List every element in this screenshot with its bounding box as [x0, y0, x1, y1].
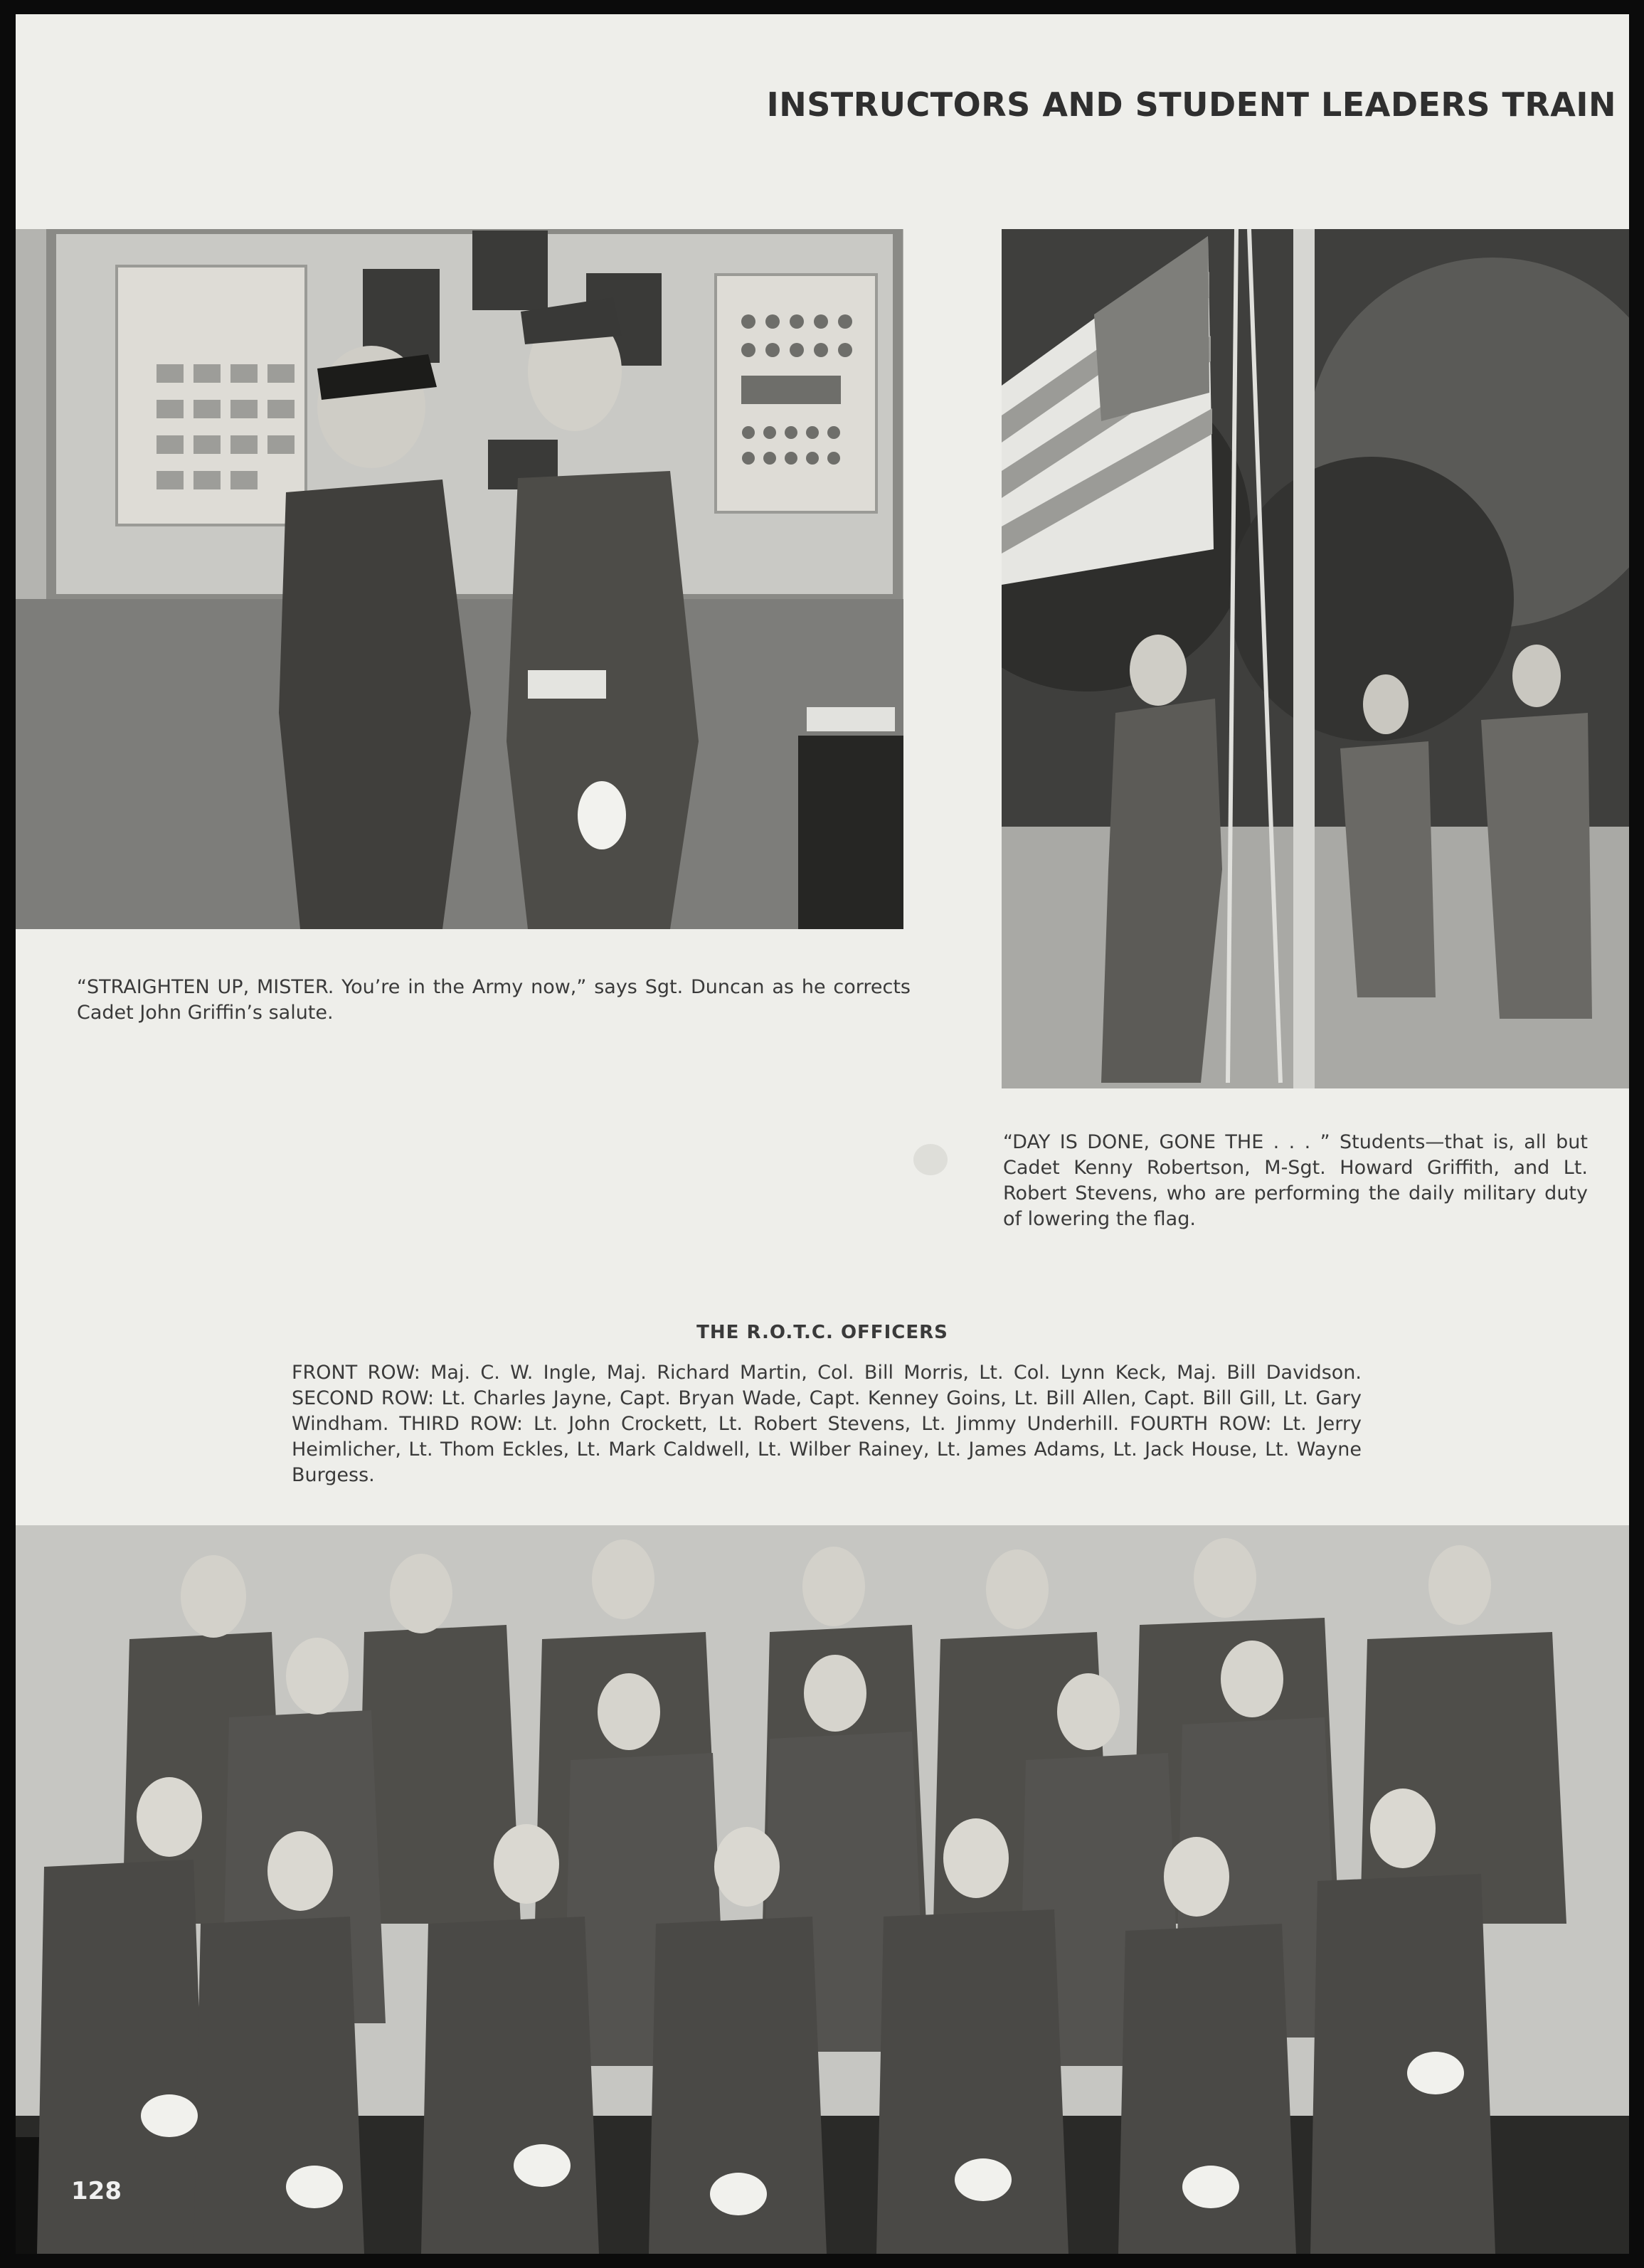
flag-caption: “DAY IS DONE, GONE THE . . . ” Students—that is, all but Cadet Kenny Robertson, M-Sgt. Howard Griffith, and Lt. Robert Stevens, who are performing the daily military duty of lowering the flag.	[1003, 1131, 1588, 1230]
roster-title: THE R.O.T.C. OFFICERS	[696, 1322, 948, 1343]
group-photo	[16, 1525, 1629, 2254]
roster-names: FRONT ROW: Maj. C. W. Ingle, Maj. Richard Martin, Col. Bill Morris, Lt. Col. Lynn Keck, Maj. Bill Davidson. SECOND ROW: Lt. Charles Jayne, Capt. Bryan Wade, Capt. Kenney Goins, Lt. Bill Allen, Capt. Bill Gill, Lt. Gary Windham. THIRD ROW: Lt. John Crockett, Lt. Robert Stevens, Lt. Jimmy Underhill. FOURTH ROW: Lt. Jerry Heimlicher, Lt. Thom Eckles, Lt. Mark Caldwell, Lt. Wilber Rainey, Lt. James Adams, Lt. Jack House, Lt. Wayne Burgess.	[292, 1362, 1362, 1486]
group-photo-illustration	[16, 1525, 1629, 2254]
page-number: 128	[71, 2177, 122, 2205]
page-heading: INSTRUCTORS AND STUDENT LEADERS TRAIN	[766, 85, 1616, 124]
yearbook-page	[16, 14, 1629, 2254]
salute-caption: “STRAIGHTEN UP, MISTER. You’re in the Army now,” says Sgt. Duncan as he corrects Cadet John Griffin’s salute.	[77, 976, 911, 1024]
page-smudge	[913, 1144, 948, 1175]
flag-photo	[1002, 229, 1629, 1088]
salute-photo	[16, 229, 903, 929]
salute-photo-illustration	[16, 229, 903, 929]
flag-photo-illustration	[1002, 229, 1629, 1088]
